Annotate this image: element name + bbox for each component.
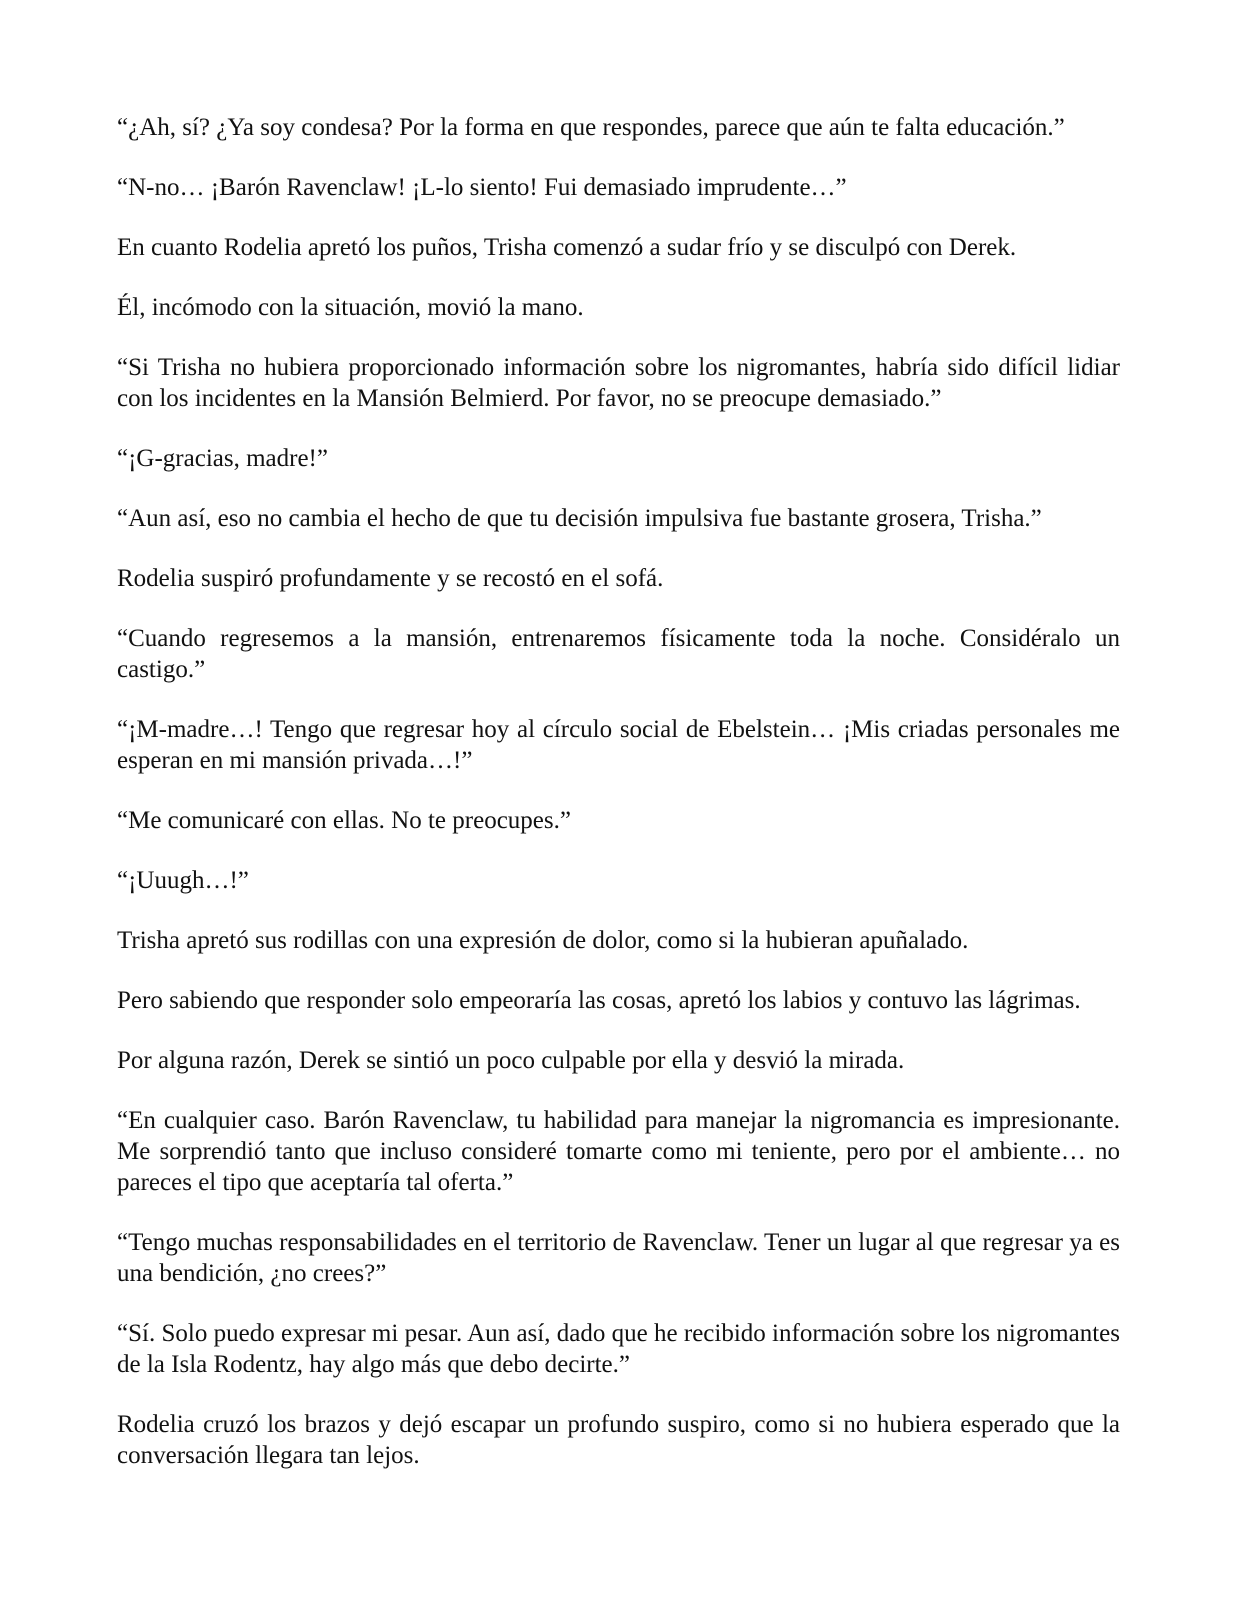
paragraph: “Tengo muchas responsabilidades en el territorio de Ravenclaw. Tener un lugar al que regresar ya es una bendición, ¿no crees?”	[117, 1229, 1120, 1287]
paragraph: “Me comunicaré con ellas. No te preocupes.”	[117, 807, 571, 834]
paragraph: “¿Ah, sí? ¿Ya soy condesa? Por la forma en que respondes, parece que aún te falta educación.”	[117, 114, 1065, 141]
paragraph: “Si Trisha no hubiera proporcionado información sobre los nigromantes, habría sido difícil lidiar con los incidentes en la Mansión Belmierd. Por favor, no se preocupe demasiado.”	[117, 354, 1120, 412]
paragraph: Rodelia cruzó los brazos y dejó escapar un profundo suspiro, como si no hubiera esperado que la conversación llegara tan lejos.	[117, 1411, 1120, 1469]
paragraph: “N-no… ¡Barón Ravenclaw! ¡L-lo siento! Fui demasiado imprudente…”	[117, 174, 847, 201]
paragraph: Pero sabiendo que responder solo empeoraría las cosas, apretó los labios y contuvo las lágrimas.	[117, 987, 1081, 1014]
paragraph: “¡Uuugh…!”	[117, 867, 249, 894]
paragraph: Rodelia suspiró profundamente y se recostó en el sofá.	[117, 565, 664, 592]
document-page	[117, 112, 1120, 1500]
paragraph: “Sí. Solo puedo expresar mi pesar. Aun así, dado que he recibido información sobre los nigromantes de la Isla Rodentz, hay algo más que debo decirte.”	[117, 1320, 1120, 1378]
paragraph: Trisha apretó sus rodillas con una expresión de dolor, como si la hubieran apuñalado.	[117, 927, 969, 954]
paragraph: “¡M-madre…! Tengo que regresar hoy al círculo social de Ebelstein… ¡Mis criadas personales me esperan en mi mansión privada…!”	[117, 716, 1120, 774]
paragraph: “¡G-gracias, madre!”	[117, 445, 328, 472]
paragraph: Él, incómodo con la situación, movió la mano.	[117, 294, 584, 321]
paragraph: “En cualquier caso. Barón Ravenclaw, tu habilidad para manejar la nigromancia es impresionante. Me sorprendió tanto que incluso consideré tomarte como mi teniente, pero por el ambiente… no pareces el tipo que aceptaría tal oferta.”	[117, 1107, 1120, 1196]
paragraph: “Aun así, eso no cambia el hecho de que tu decisión impulsiva fue bastante grosera, Trisha.”	[117, 505, 1042, 532]
paragraph: Por alguna razón, Derek se sintió un poco culpable por ella y desvió la mirada.	[117, 1047, 905, 1074]
paragraph: “Cuando regresemos a la mansión, entrenaremos físicamente toda la noche. Considéralo un castigo.”	[117, 625, 1120, 683]
paragraph: En cuanto Rodelia apretó los puños, Trisha comenzó a sudar frío y se disculpó con Derek.	[117, 234, 1017, 261]
